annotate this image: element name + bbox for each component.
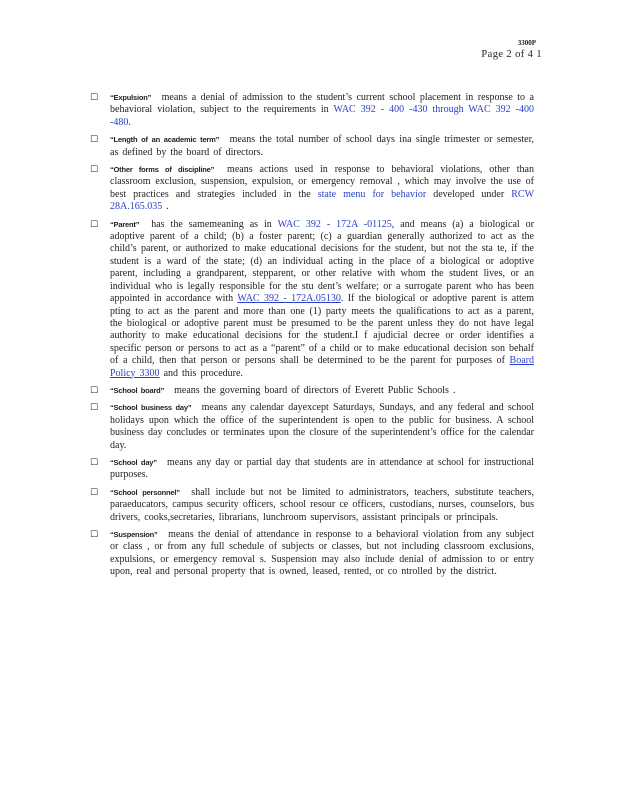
definition-school-personnel <box>90 487 534 524</box>
definition-text-end: . <box>128 116 131 128</box>
definition-school-day <box>90 457 534 482</box>
checkbox-bullet-icon: ☐ <box>90 385 99 396</box>
definition-other-forms-of-discipline <box>90 164 534 214</box>
state-menu-link[interactable]: state menu for behavior <box>317 188 427 200</box>
definition-text: means any calendar dayexcept Saturdays, Sundays, and any federal and school holidays upon which the office of the superintendent is open to the public for business. A school business day concludes or terminates upon the closure of the superintendent’s office for the calendar day. <box>110 402 535 451</box>
wac-link[interactable]: WAC 392 - 172A -01125 <box>277 218 392 230</box>
definitions-list <box>90 92 534 584</box>
checkbox-bullet-icon: ☐ <box>90 93 99 103</box>
page-number: Page 2 of 4 1 <box>481 49 542 60</box>
checkbox-bullet-icon: ☐ <box>90 165 99 176</box>
wac-link[interactable]: WAC 392 - 400 -430 through WAC 392 -400 -480 <box>110 104 534 128</box>
term-label: “School day” <box>110 457 157 467</box>
definition-school-board <box>90 385 534 397</box>
definition-text-end: . <box>166 201 169 213</box>
term-label: “Suspension” <box>110 530 158 539</box>
checkbox-bullet-icon: ☐ <box>90 530 99 540</box>
checkbox-bullet-icon: ☐ <box>90 219 99 230</box>
definition-expulsion <box>90 92 534 129</box>
wac-surrogate-link[interactable]: WAC 392 - 172A.05130 <box>237 293 341 305</box>
definition-text: has the samemeaning as in <box>151 218 272 230</box>
term-label: “School board” <box>110 385 165 395</box>
definition-text-end: and this procedure. <box>163 367 243 379</box>
term-label: “Length of an academic term” <box>110 135 220 145</box>
definition-text: means the total number of school days ina single trimester or semester, as defined by the board of directors. <box>110 134 535 158</box>
definition-text: means the denial of attendance in response to a behavioral violation from any subject or class , or from any full schedule of subjects or classes, but not including classroom exclusions, expulsions, or emergency removal s. Suspension may also include denial of admission to or entry upon, real and personal property that is owned, leased, rented, or co ntrolled by the district. <box>110 529 535 578</box>
page-header <box>481 39 542 61</box>
definition-text: shall include but not be limited to administrators, teachers, substitute teachers, paraeducators, campus security officers, school resour ce officers, custodians, nurses, counselors, bus drivers, cooks,secretaries, librarians, lunchroom supervisors, assistant principals or principals. <box>110 486 535 523</box>
checkbox-bullet-icon: ☐ <box>90 135 99 146</box>
term-label: “Parent” <box>110 219 140 229</box>
definition-school-business-day <box>90 402 534 452</box>
board-policy-link[interactable]: Board Policy 3300 <box>110 355 534 379</box>
rcw-link[interactable]: RCW 28A.165.035 <box>110 188 535 213</box>
term-label: “Other forms of discipline” <box>110 165 215 175</box>
definition-length-of-academic-term <box>90 134 534 159</box>
definition-suspension <box>90 529 534 579</box>
definition-text: means actions used in response to behavioral violations, other than classroom exclusion, suspension, expulsion, or emergency removal , which may involve the use of best practices and strategies included in the <box>110 164 534 200</box>
definition-text-cont: . If the biological or adoptive parent is attem pting to act as the parent and more than one (1) party meets the qualifications to act as a parent, the biological or adoptive parent must be presumed to be the parent unless they do not have legal authority to make educational decisions for the student.I f ajudicial decree or order identifies a specific person or persons to act as a “parent” of a child or to make educational decision son behalf of a child, then that person or persons shall be determined to be the parent for purposes of <box>110 293 534 367</box>
checkbox-bullet-icon: ☐ <box>90 457 99 468</box>
definition-text: means any day or partial day that students are in attendance at school for instructional purposes. <box>110 456 535 481</box>
definition-text: means a denial of admission to the student’s current school placement in response to a behavioral violation, subject to the requirements in <box>110 92 534 116</box>
checkbox-bullet-icon: ☐ <box>90 487 99 498</box>
term-label: “Expulsion” <box>110 93 152 102</box>
definition-text: means the governing board of directors of Everett Public Schools . <box>174 384 456 396</box>
policy-number: 3300P <box>517 39 536 47</box>
checkbox-bullet-icon: ☐ <box>90 403 99 414</box>
definition-text-mid: developed under <box>433 188 505 200</box>
term-label: “School personnel” <box>110 487 180 497</box>
definition-text-mid: , and means (a) a biological or adoptive parent of a child; (b) a foster parent; (c) a guardian generally authorized to act as the child’s parent, or authorized to make educational decisions for the student, but not the sta te, if the student is a ward of the state; (d) an individual acting in the place of a biological or adoptive parent, including a grandparent, stepparent, or other relative with whom the student lives, or an individual who is legally responsible for the stu dent’s welfare; or a surrogate parent who has been appointed in accordance with <box>110 218 534 305</box>
definition-parent <box>90 219 534 380</box>
term-label: “School business day” <box>110 403 192 413</box>
